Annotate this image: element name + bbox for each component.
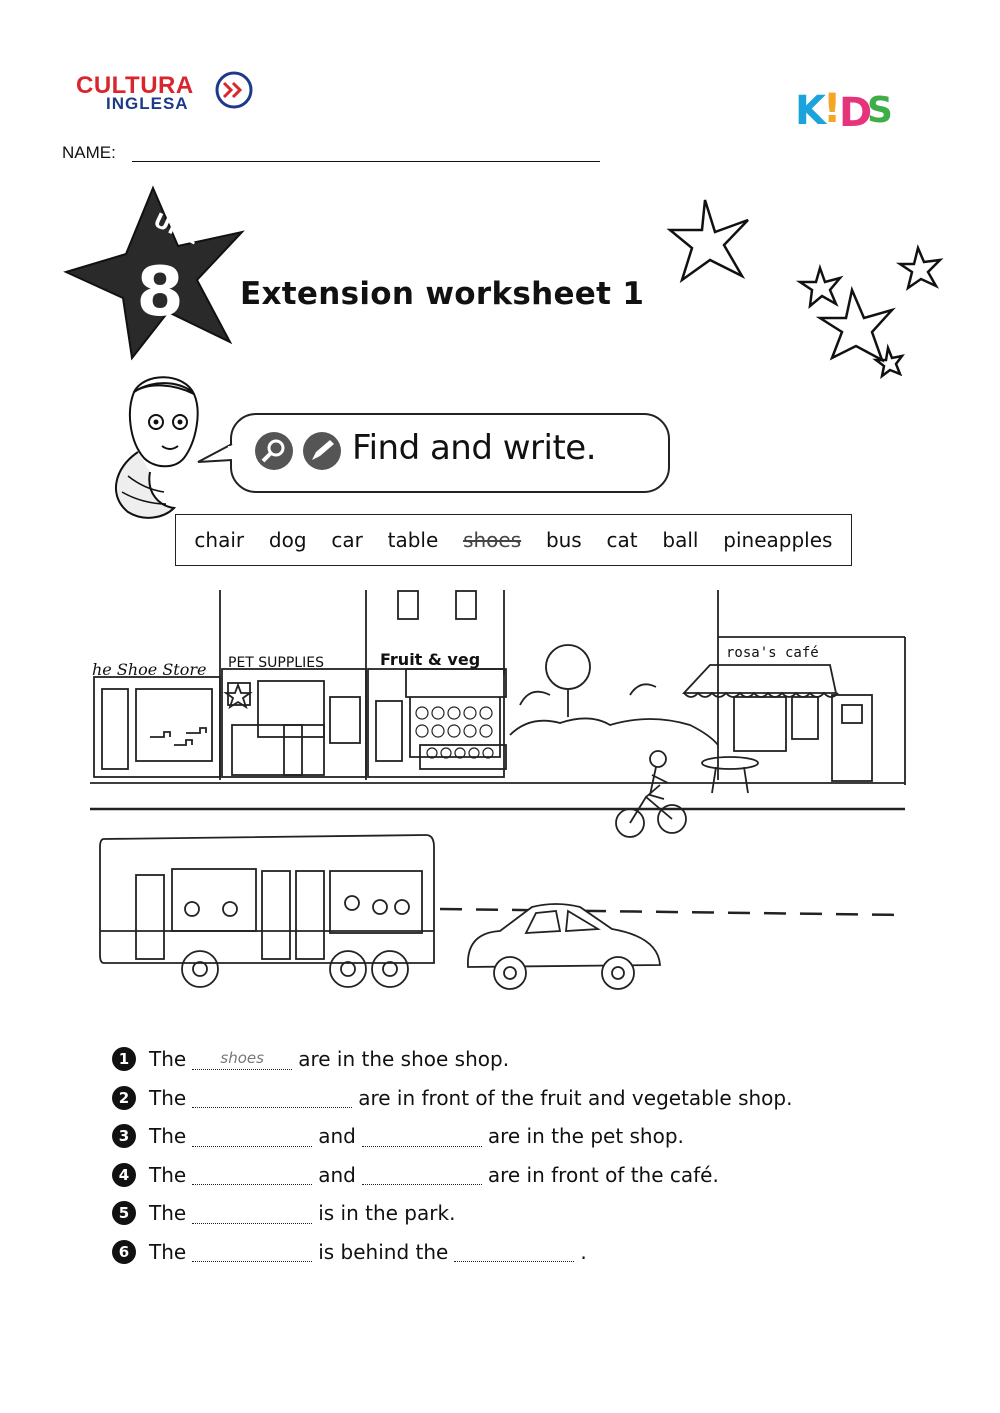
cafe-sign: rosa's café <box>726 645 819 661</box>
question-number: 5 <box>112 1201 136 1225</box>
kids-logo <box>795 84 895 136</box>
shoe-store-sign: he Shoe Store <box>92 660 207 679</box>
question-5 <box>112 1194 912 1233</box>
question-6 <box>112 1233 912 1272</box>
question-number: 3 <box>112 1124 136 1148</box>
name-label: NAME: <box>62 143 116 162</box>
word-bank-item: shoes <box>463 528 522 552</box>
word-bank-item: pineapples <box>723 528 833 552</box>
question-number: 2 <box>112 1086 136 1110</box>
brand-logo-line1: CULTURA <box>76 72 194 99</box>
word-bank-item: ball <box>662 528 699 552</box>
word-bank-item: cat <box>606 528 638 552</box>
question-text: . <box>580 1239 587 1264</box>
unit-label: Unit <box>149 207 203 250</box>
question-text: is in the park. <box>318 1201 456 1226</box>
answer-blank[interactable] <box>362 1164 482 1185</box>
name-input-line[interactable] <box>132 161 600 162</box>
question-text: are in front of the fruit and vegetable shop. <box>358 1085 793 1110</box>
word-bank-item: bus <box>545 528 582 552</box>
answer-blank[interactable] <box>192 1164 312 1185</box>
question-text: The <box>149 1201 187 1226</box>
question-text: The <box>149 1085 187 1110</box>
brand-logo-line2: INGLESA <box>106 94 189 113</box>
unit-star-badge <box>60 180 250 370</box>
question-2 <box>112 1079 912 1118</box>
question-1 <box>112 1040 912 1079</box>
svg-text:!: ! <box>823 86 842 132</box>
question-text: are in the shoe shop. <box>298 1047 510 1072</box>
svg-text:K: K <box>795 88 826 132</box>
answer-blank[interactable] <box>454 1241 574 1262</box>
pencil-icon <box>303 432 341 470</box>
unit-number: 8 <box>136 253 184 332</box>
question-text: and <box>318 1162 356 1187</box>
question-text: are in the pet shop. <box>487 1124 684 1149</box>
question-text: are in front of the café. <box>487 1162 719 1187</box>
question-4 <box>112 1156 912 1195</box>
decorative-stars <box>660 190 960 390</box>
answer-blank[interactable] <box>362 1126 482 1147</box>
word-bank-item: car <box>331 528 363 552</box>
street-scene-illustration <box>90 585 910 1005</box>
instruction-text: Find and write. <box>352 428 597 468</box>
brand-arrows-icon <box>214 70 256 112</box>
word-bank-item: chair <box>194 528 245 552</box>
word-bank-item: table <box>387 528 439 552</box>
question-text: The <box>149 1239 187 1264</box>
question-text: The <box>149 1124 187 1149</box>
question-text: is behind the <box>318 1239 449 1264</box>
svg-text:S: S <box>867 90 893 131</box>
question-number: 1 <box>112 1047 136 1071</box>
kids-logo-image <box>795 84 895 132</box>
question-number: 6 <box>112 1240 136 1264</box>
answer-blank[interactable] <box>192 1126 312 1147</box>
question-text: and <box>318 1124 356 1149</box>
bubble-tail <box>196 440 236 470</box>
question-list <box>112 1040 912 1271</box>
word-bank <box>175 514 852 566</box>
svg-text:D: D <box>839 90 873 132</box>
answer-blank[interactable] <box>192 1203 312 1224</box>
instruction-icons <box>254 430 346 472</box>
magnifier-icon <box>255 432 293 470</box>
fruit-veg-sign: Fruit & veg <box>380 650 481 669</box>
answer-blank[interactable] <box>192 1087 352 1108</box>
answer-blank[interactable] <box>192 1241 312 1262</box>
question-text: The <box>149 1047 187 1072</box>
question-3 <box>112 1117 912 1156</box>
worksheet-title: Extension worksheet 1 <box>240 276 645 312</box>
word-bank-item: dog <box>268 528 307 552</box>
question-number: 4 <box>112 1163 136 1187</box>
pet-supplies-sign: PET SUPPLIES <box>228 655 324 671</box>
answer-blank[interactable]: shoes <box>192 1049 292 1070</box>
question-text: The <box>149 1162 187 1187</box>
